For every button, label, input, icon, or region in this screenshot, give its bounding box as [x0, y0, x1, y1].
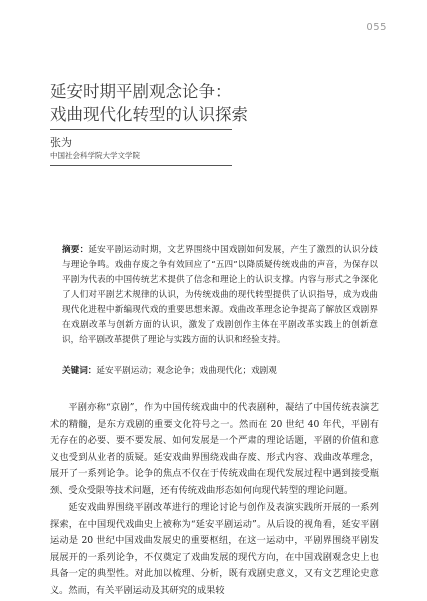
keywords-text: 延安平剧运动；观念论争；戏曲现代化；戏剧观: [96, 366, 277, 376]
abstract: [62, 243, 378, 348]
body-paragraph-1: 平剧亦称“京剧”，作为中国传统戏曲中的代表剧种，凝结了中国传统表演艺术的精髓，是东方戏剧的重要文化符号之一。然而在 20 世纪 40 年代，平剧有无存在的必要、要不要发展、如何发展是一个严肃的理论话题，平剧的价值和意义也受到从业者的质疑。延安戏曲界围绕戏曲存废、形式内容、戏曲改革理念，展开了一系列论争。论争的焦点不仅在于传统戏曲在现代发展过程中遇到接受瓶颈、受众受限等技术问题，还有传统戏曲形态如何向现代转型的理论问题。: [50, 402, 379, 496]
author-name: 张为: [50, 136, 72, 149]
keywords: [62, 364, 378, 379]
author-affiliation: 中国社会科学院大学文学院: [50, 151, 140, 160]
article-title-line-1: 延安时期平剧观念论争：: [50, 82, 232, 101]
affiliation-divider: [50, 165, 232, 166]
title-divider: [50, 129, 232, 130]
abstract-text: 延安平剧运动时期，文艺界围绕中国戏剧如何发展，产生了激烈的认识分歧与理论争鸣。戏曲存废之争有效回应了“五四”以降质疑传统戏曲的声音，为保存以平剧为代表的中国传统艺术提供了信念和理论上的认识支撑。内容与形式之争深化了人们对平剧艺术规律的认识，为传统戏曲的现代转型提供了认识指导，成为戏曲现代化进程中新编现代戏的重要思想来源。戏曲改革理念论争提高了解放区戏剧界在戏剧改革与创新方面的认识，激发了戏剧创作主体在平剧改革实践上的创新意识，给平剧改革提供了理论与实践方面的认识和经验支持。: [62, 245, 378, 345]
abstract-label: 摘要：: [62, 245, 89, 255]
body-paragraph-2: 延安戏曲界围绕平剧改革进行的理论讨论与创作及表演实践所开展的一系列探索，在中国现代戏曲史上被称为“延安平剧运动”。从后设的视角看，延安平剧运动是 20 世纪中国戏曲发展史的重要枢纽，在这一运动中，平剧界围绕平剧发展展开的一系列论争，不仅奠定了戏曲发展的现代方向，在中国戏剧观念史上也具备一定的典型性。对此加以梳理、分析，既有戏剧史意义，又有文艺理论史意义。然而，有关平剧运动及其研究的成果较: [50, 502, 379, 596]
keywords-label: 关键词：: [62, 366, 97, 376]
article-title: [50, 80, 390, 126]
article-title-line-2: 戏曲现代化转型的认识探索: [50, 105, 248, 124]
page-number: 055: [366, 22, 387, 33]
